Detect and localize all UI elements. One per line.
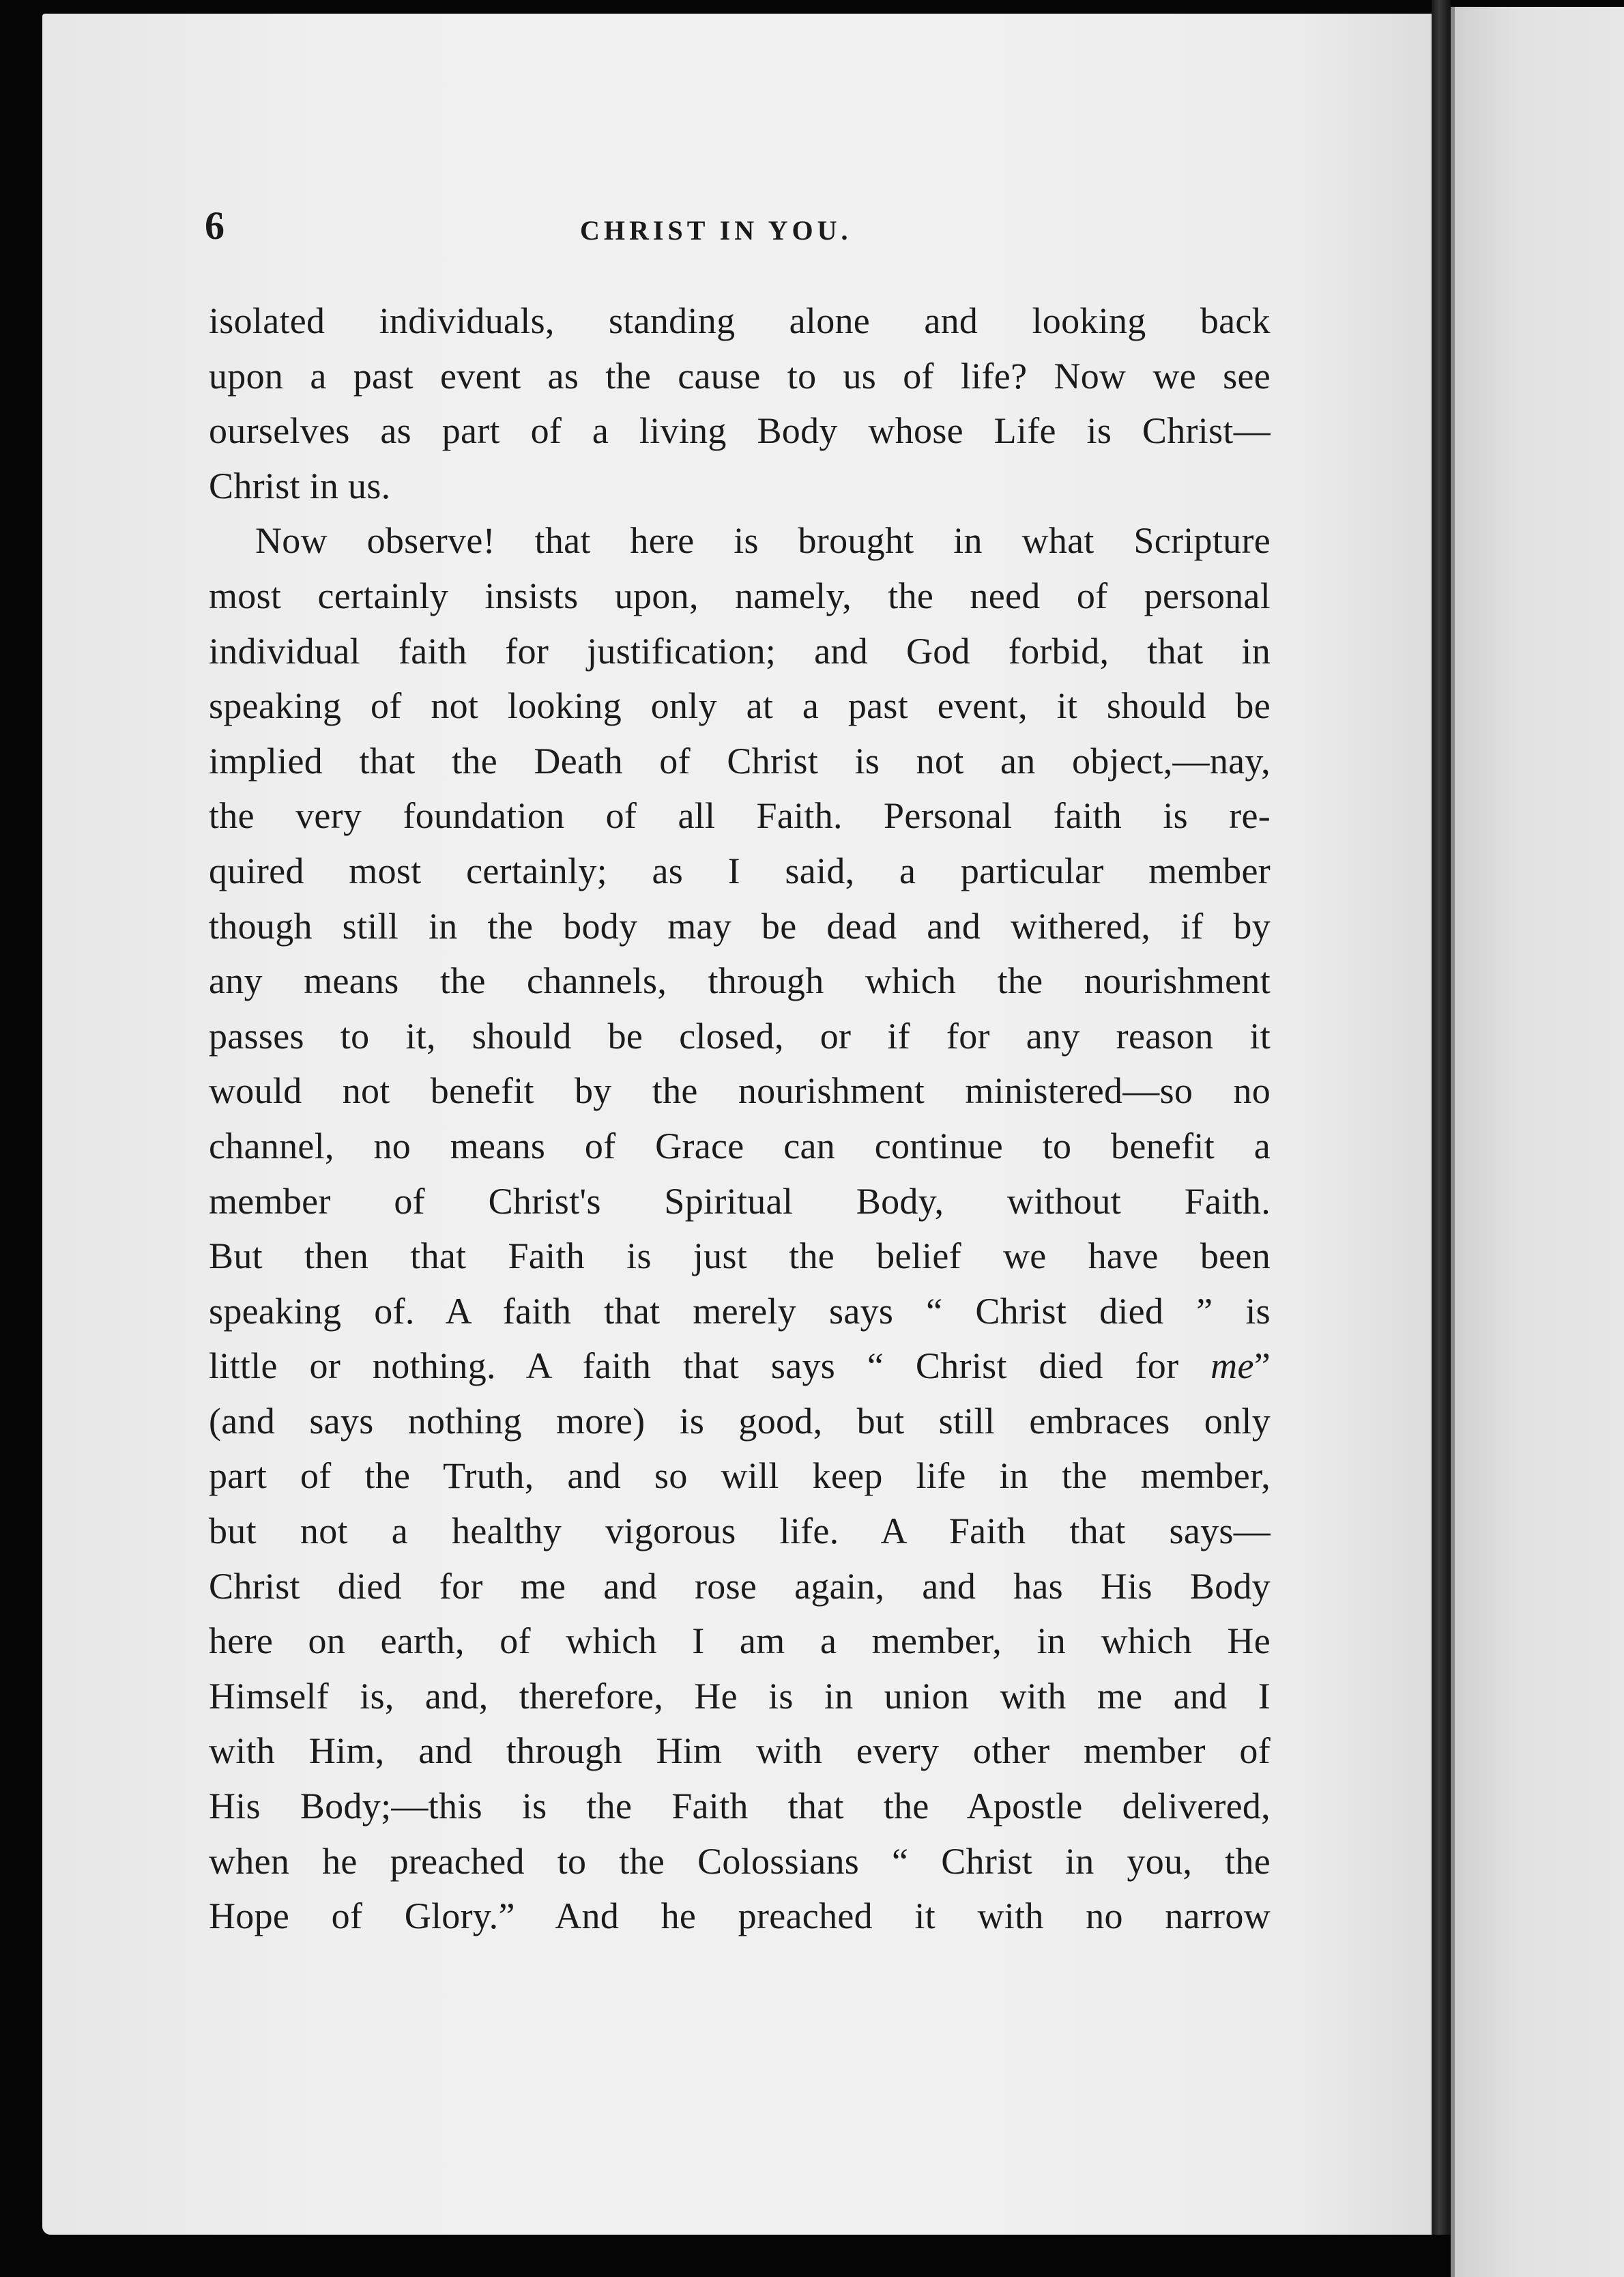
text-line: the very foundation of all Faith. Personal faith is re-: [209, 795, 1271, 837]
text-line: [209, 1338, 1271, 1394]
text-line: with Him, and through Him with every other member of: [209, 1730, 1271, 1772]
book-gutter: [1432, 0, 1451, 2246]
text-line: Hope of Glory.” And he preached it with no narrow: [209, 1895, 1271, 1937]
text-line: Now observe! that here is brought in what Scripture: [255, 520, 1271, 562]
running-head: CHRIST IN YOU.: [580, 215, 852, 246]
text-line: quired most certainly; as I said, a particular member: [209, 850, 1271, 891]
text-line: Christ died for me and rose again, and has His Body: [209, 1565, 1271, 1607]
text-line: though still in the body may be dead and withered, if by: [209, 905, 1271, 947]
text-line: but not a healthy vigorous life. A Faith that says—: [209, 1510, 1271, 1552]
text-line: most certainly insists upon, namely, the need of personal: [209, 575, 1271, 616]
page-header: [205, 202, 1276, 257]
text-line: implied that the Death of Christ is not an object,—nay,: [209, 740, 1271, 782]
text-line: any means the channels, through which the nourishment: [209, 960, 1271, 1002]
text-line: here on earth, of which I am a member, in which He: [209, 1620, 1271, 1662]
italic-word: me: [1210, 1345, 1254, 1387]
text-line: member of Christ's Spiritual Body, without Faith.: [209, 1180, 1271, 1222]
text-line: His Body;—this is the Faith that the Apostle delivered,: [209, 1786, 1271, 1827]
text-line: channel, no means of Grace can continue to benefit a: [209, 1125, 1271, 1166]
text-line: speaking of. A faith that merely says “ Christ died ” is: [209, 1290, 1271, 1332]
right-page-edge: [1451, 7, 1624, 2277]
text-line: ourselves as part of a living Body whose Life is Christ—: [209, 410, 1271, 452]
text-line: part of the Truth, and so will keep life in the member,: [209, 1455, 1271, 1497]
text-line: would not benefit by the nourishment ministered—so no: [209, 1070, 1271, 1112]
text-line: speaking of not looking only at a past event, it should be: [209, 685, 1271, 727]
text-segment: ”: [1253, 1345, 1271, 1387]
text-line: But then that Faith is just the belief we have been: [209, 1235, 1271, 1277]
text-line: passes to it, should be closed, or if for any reason it: [209, 1015, 1271, 1057]
page-number: 6: [205, 203, 224, 248]
text-line: when he preached to the Colossians “ Christ in you, the: [209, 1840, 1271, 1882]
text-line: Christ in us.: [209, 465, 391, 506]
scan-border: [0, 2235, 1451, 2277]
text-segment: little or nothing. A faith that says “ Christ died for: [209, 1345, 1179, 1387]
text-line: Himself is, and, therefore, He is in union with me and I: [209, 1675, 1271, 1717]
body-text: [209, 293, 1271, 1944]
text-line: individual faith for justification; and God forbid, that in: [209, 630, 1271, 672]
text-line: upon a past event as the cause to us of life? Now we see: [209, 355, 1271, 397]
text-line: isolated individuals, standing alone and looking back: [209, 300, 1271, 341]
text-line: (and says nothing more) is good, but still embraces only: [209, 1400, 1271, 1442]
